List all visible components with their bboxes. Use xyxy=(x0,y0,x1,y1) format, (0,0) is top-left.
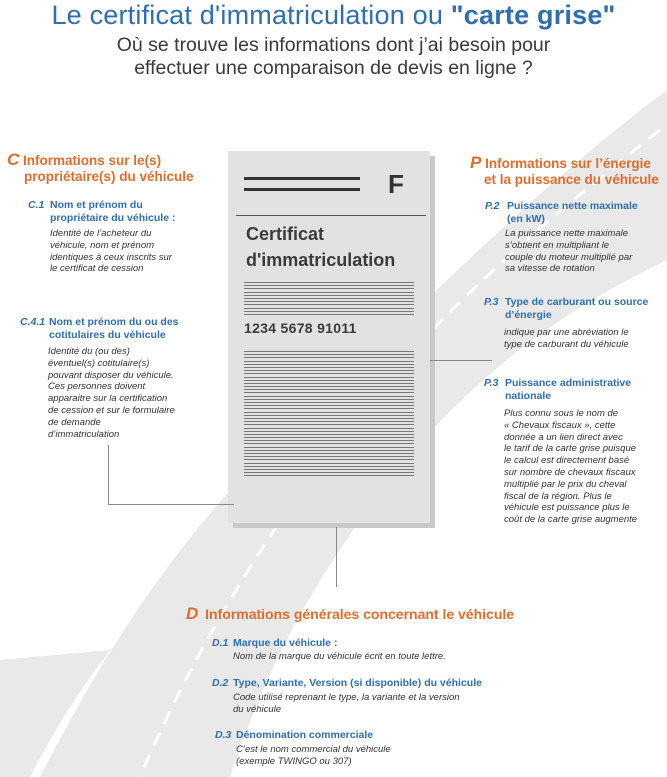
item-desc-line: identiques à ceux inscrits sur xyxy=(50,251,172,263)
section-p-title-line-2: et la puissance du véhicule xyxy=(484,172,659,187)
item-desc-line: véhicule, nom et prénom xyxy=(50,239,155,251)
item-desc-line: C’est le nom commercial du véhicule xyxy=(236,744,391,755)
item-desc-line: couple du moteur multiplié par xyxy=(505,251,633,263)
item-desc-line: le tarif de la carte grise puisque xyxy=(504,443,637,455)
item-desc-line: Identité du (ou des) xyxy=(48,346,130,357)
item-title-line: Puissance nette maximale xyxy=(507,200,638,212)
item-code: P.3 xyxy=(484,296,499,308)
section-c-letter: C xyxy=(7,150,20,169)
item-desc-line: La puissance nette maximale xyxy=(505,228,629,239)
document-title-line-2: d'immatriculation xyxy=(246,250,396,270)
item-desc-line: type de carburant du véhicule xyxy=(504,338,629,350)
item-title xyxy=(50,199,175,224)
item-desc-line: pouvant disposer du véhicule. xyxy=(48,369,174,381)
item-title xyxy=(233,677,482,690)
section-c-title-line-1: Informations sur le(s) xyxy=(23,153,162,168)
item-desc-line: le calcul est directement basé xyxy=(504,455,630,467)
item-desc-line: Ces personnes doivent xyxy=(48,381,146,393)
section-c-title-line-2: propriétaire(s) du véhicule xyxy=(24,169,194,184)
item-title xyxy=(49,316,179,341)
item-description xyxy=(236,744,391,768)
item-title-line: Dénomination commerciale xyxy=(236,729,374,741)
subtitle-line-2: effectuer une comparaison de devis en ligne ? xyxy=(134,57,533,79)
item-desc-line: multiplié par le prix du cheval xyxy=(504,478,627,490)
item-title xyxy=(505,377,631,402)
item-desc-line: du véhicule xyxy=(233,703,282,715)
connector-c-horizontal xyxy=(108,504,234,505)
item-title xyxy=(233,637,337,650)
section-c-header xyxy=(7,152,194,185)
section-d-title: Informations générales concernant le véhicule xyxy=(205,606,515,622)
item-desc-line: Plus connu sous le nom de xyxy=(504,408,619,419)
item-title-line: d’énergie xyxy=(505,308,552,321)
item-title-line: Nom et prénom du ou des xyxy=(49,316,179,328)
title-text: Le certificat d'immatriculation ou xyxy=(51,0,451,30)
item-code: D.3 xyxy=(215,729,232,741)
item-title-line: Nom et prénom du xyxy=(50,199,143,211)
item-description xyxy=(504,327,629,351)
item-code: C.4.1 xyxy=(20,316,46,328)
item-desc-line: de demande xyxy=(48,416,101,428)
item-desc-line: Code utilisé reprenant le type, la variante et la version xyxy=(233,692,460,703)
section-d-letter: D xyxy=(186,604,199,623)
item-desc-line: « Chevaux fiscaux », cette xyxy=(504,419,616,431)
item-title-line: Marque du véhicule : xyxy=(233,637,338,649)
section-d-header xyxy=(186,606,514,622)
item-description xyxy=(48,346,175,440)
section-p-letter: P xyxy=(470,153,482,172)
document-title-line-1: Certificat xyxy=(246,224,325,244)
section-p-title-line-1: Informations sur l’énergie xyxy=(485,156,651,171)
item-desc-line: d’immatriculation xyxy=(48,428,120,440)
item-description xyxy=(233,692,460,716)
item-desc-line: fiscal de la région. Plus le xyxy=(504,490,612,502)
item-desc-line: coût de la carte grise augmente xyxy=(504,514,638,526)
document-type-letter: F xyxy=(388,169,404,199)
document-number: 1234 5678 91011 xyxy=(244,320,357,336)
item-desc-line: le certificat de cession xyxy=(50,263,144,275)
item-desc-line: véhicule est puissance plus le xyxy=(504,502,630,514)
page-title xyxy=(0,0,667,31)
connector-c-vertical xyxy=(108,445,109,505)
item-code: D.1 xyxy=(212,637,229,649)
item-desc-line: indique par une abréviation le xyxy=(504,327,629,338)
item-desc-line: apparaitre sur la certification xyxy=(48,393,168,405)
item-desc-line: (exemple TWINGO ou 307) xyxy=(236,755,352,767)
item-description xyxy=(233,651,446,663)
item-description xyxy=(50,228,172,275)
connector-p-horizontal xyxy=(430,360,492,361)
item-title-line: (en kW) xyxy=(507,212,545,225)
item-desc-line: donnée a un lien direct avec xyxy=(504,431,623,443)
item-title-line: Puissance administrative xyxy=(505,377,632,389)
item-desc-line: sa vitesse de rotation xyxy=(505,263,595,275)
item-code: P.3 xyxy=(484,377,499,389)
section-p-header xyxy=(470,155,659,188)
item-desc-line: Nom de la marque du véhicule écrit en toute lettre. xyxy=(233,651,446,662)
item-title-line: cotitulaires du véhicule xyxy=(49,328,166,341)
document-lines-top xyxy=(244,282,414,317)
item-description xyxy=(504,408,637,526)
item-code: P.2 xyxy=(485,200,500,212)
page-subtitle xyxy=(0,34,667,80)
item-desc-line: éventuel(s) cotitulaire(s) xyxy=(48,357,150,369)
item-desc-line: s’obtient en multipliant le xyxy=(505,239,610,251)
item-title xyxy=(507,200,638,225)
document-bar xyxy=(244,177,360,180)
document-lines-bottom xyxy=(244,351,414,479)
item-code: C.1 xyxy=(28,199,45,211)
registration-document xyxy=(228,151,430,523)
item-title-line: nationale xyxy=(505,389,552,402)
item-desc-line: de cession et sur le formulaire xyxy=(48,404,175,416)
item-desc-line: Identité de l’acheteur du xyxy=(50,228,152,239)
document-bar xyxy=(244,188,360,191)
subtitle-line-1: Où se trouve les informations dont j’ai besoin pour xyxy=(116,34,551,56)
item-code: D.2 xyxy=(212,677,229,689)
item-title-line: Type, Variante, Version (si disponible) du véhicule xyxy=(233,677,482,689)
item-title-line: Type de carburant ou source xyxy=(505,296,649,308)
document-divider xyxy=(236,215,426,216)
item-title xyxy=(505,296,648,321)
item-title xyxy=(236,729,373,742)
title-emphasis: "carte grise" xyxy=(450,0,616,30)
connector-d-vertical xyxy=(336,527,337,587)
item-title-line: propriétaire du véhicule : xyxy=(50,211,176,224)
item-description xyxy=(505,228,632,275)
item-desc-line: sur nombre de chevaux fiscaux xyxy=(504,466,636,478)
document-title xyxy=(246,221,395,273)
